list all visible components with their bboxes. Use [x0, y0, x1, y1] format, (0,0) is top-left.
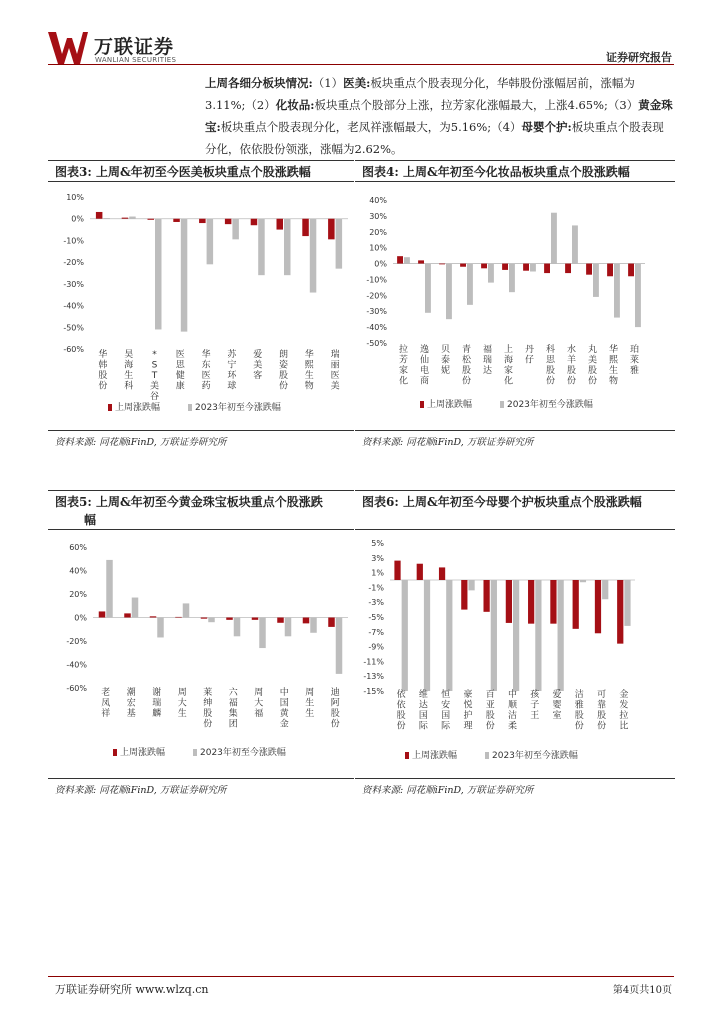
y-tick-label: -40%	[63, 301, 84, 311]
category-label: 潮宏基	[126, 688, 136, 719]
category-label: 百亚股份	[485, 690, 495, 732]
bar-ytd	[106, 560, 113, 618]
bar-ytd	[183, 603, 190, 617]
bar-ytd	[258, 219, 265, 275]
bar-last-week	[481, 264, 487, 269]
fig5-source: 资料来源: 同花顺iFinD, 万联证券研究所	[55, 785, 227, 796]
bar-last-week	[528, 580, 534, 624]
category-label: * S T 美谷	[149, 350, 160, 402]
category-label: 华熙生物	[304, 350, 314, 392]
category-label: 莱绅股份	[203, 688, 213, 730]
legend-label-ytd: 2023年初至今涨跌幅	[200, 748, 286, 758]
category-label: 洁雅股份	[574, 690, 584, 732]
y-tick-label: -60%	[66, 684, 87, 693]
legend-label-ytd: 2023年初至今涨跌幅	[492, 751, 578, 761]
logo-w-icon	[48, 30, 88, 66]
fig5-title-rule	[48, 529, 354, 530]
legend-label-ytd: 2023年初至今涨跌幅	[195, 403, 281, 413]
bar-last-week	[565, 264, 571, 274]
para-lead: 上周各细分板块情况:	[205, 76, 313, 90]
y-tick-label: -15%	[363, 687, 384, 696]
bar-ytd	[446, 264, 452, 320]
category-label: 科思股份	[545, 345, 556, 387]
category-label: 中国黄金	[279, 688, 289, 730]
bar-last-week	[201, 618, 208, 619]
para-p4-text: 板块重点个股表现分化，依依股份领涨，涨幅为2.62%。	[205, 120, 664, 156]
y-tick-label: -60%	[63, 345, 84, 354]
legend-label-last-week: 上周涨跌幅	[115, 403, 161, 413]
category-label: 六福集团	[228, 688, 238, 730]
bar-last-week	[595, 580, 601, 633]
category-label: 爱婴室	[552, 690, 562, 721]
footer-org: 万联证券研究所 www.wlzq.cn	[55, 983, 209, 996]
y-tick-label: -50%	[63, 323, 84, 333]
bar-ytd	[509, 264, 515, 293]
fig6-source: 资料来源: 同花顺iFinD, 万联证券研究所	[362, 785, 534, 796]
bar-ytd	[624, 580, 630, 626]
legend-label-last-week: 上周涨跌幅	[412, 751, 458, 761]
para-p2-num: （2）	[245, 98, 276, 112]
bar-last-week	[502, 264, 508, 270]
bar-last-week	[277, 618, 284, 623]
legend-label-last-week: 上周涨跌幅	[427, 400, 473, 410]
category-label: 医思健康	[175, 350, 185, 392]
y-tick-label: -20%	[63, 258, 84, 268]
legend-swatch-ytd	[193, 749, 197, 756]
category-label: 昊海生科	[124, 350, 134, 392]
bar-last-week	[586, 264, 592, 275]
bar-ytd	[467, 264, 473, 305]
bar-ytd	[336, 618, 343, 674]
bar-ytd	[593, 264, 599, 297]
bar-ytd	[580, 580, 586, 582]
y-tick-label: -10%	[366, 275, 387, 285]
para-p3-num: （3）	[607, 98, 639, 112]
bar-ytd	[181, 219, 188, 332]
summary-paragraph	[205, 72, 673, 160]
bar-ytd	[602, 580, 608, 599]
y-tick-label: -1%	[368, 583, 384, 593]
bar-ytd	[208, 618, 215, 623]
category-label: 拉芳家化	[398, 345, 409, 387]
y-tick-label: 10%	[66, 193, 84, 202]
bar-last-week	[251, 219, 258, 226]
bar-last-week	[506, 580, 512, 623]
bar-ytd	[103, 218, 110, 219]
category-label: 青松股份	[461, 345, 472, 387]
bar-ytd	[404, 257, 410, 263]
bar-ytd	[468, 580, 474, 590]
bar-ytd	[259, 618, 266, 649]
y-tick-label: 1%	[371, 568, 384, 578]
bar-last-week	[122, 218, 129, 219]
y-tick-label: -20%	[366, 291, 387, 301]
bar-ytd	[157, 618, 164, 638]
bar-last-week	[328, 618, 335, 627]
para-p2-head: 化妆品:	[275, 98, 315, 112]
bar-ytd	[491, 580, 497, 691]
bar-ytd	[132, 598, 139, 618]
legend-swatch-ytd	[500, 401, 504, 408]
fig3-source: 资料来源: 同花顺iFinD, 万联证券研究所	[55, 437, 227, 448]
bar-last-week	[544, 264, 550, 274]
y-tick-label: -7%	[368, 627, 384, 637]
bar-ytd	[402, 580, 408, 691]
bar-last-week	[175, 617, 182, 618]
bar-ytd	[285, 618, 292, 637]
legend-swatch-ytd	[188, 404, 192, 411]
bar-ytd	[155, 219, 162, 330]
bar-last-week	[460, 264, 466, 267]
category-label: 迪阿股份	[330, 688, 340, 730]
bar-last-week	[573, 580, 579, 629]
category-label: 爱美客	[253, 350, 263, 381]
y-tick-label: -5%	[368, 613, 384, 622]
y-tick-label: 0%	[74, 613, 87, 623]
bar-last-week	[617, 580, 623, 644]
report-type: 证券研究报告	[606, 51, 672, 64]
bar-last-week	[550, 580, 556, 624]
bar-last-week	[199, 219, 206, 223]
bar-last-week	[150, 616, 157, 617]
bar-last-week	[397, 256, 403, 263]
y-tick-label: -30%	[63, 279, 84, 289]
bar-ytd	[635, 264, 641, 328]
category-label: 可靠股份	[597, 690, 607, 732]
bar-last-week	[417, 564, 423, 580]
y-tick-label: 20%	[369, 227, 387, 237]
y-tick-label: 10%	[369, 243, 387, 253]
category-label: 老凤祥	[101, 688, 111, 719]
bar-last-week	[277, 219, 284, 230]
y-tick-label: 60%	[69, 543, 87, 552]
fig3-chart	[48, 185, 354, 420]
fig4-bottom-rule	[355, 430, 675, 431]
bar-ytd	[488, 264, 494, 283]
bar-last-week	[607, 264, 613, 277]
logo-cn-text: 万联证券	[94, 36, 175, 58]
fig4-top-rule	[355, 160, 675, 161]
logo-en-text: WANLIAN SECURITIES	[95, 56, 177, 64]
bar-last-week	[418, 260, 424, 263]
fig6-title: 图表6: 上周&年初至今母婴个护板块重点个股涨跌幅	[362, 495, 642, 509]
legend-swatch-last-week	[108, 404, 112, 411]
para-p4-num: （4）	[491, 120, 522, 134]
category-label: 水羊股份	[566, 345, 577, 387]
fig3-bottom-rule	[48, 430, 354, 431]
fig4-title-rule	[355, 181, 675, 182]
para-p4-head: 母婴个护:	[521, 120, 572, 134]
bar-last-week	[461, 580, 467, 610]
bar-ytd	[129, 217, 136, 219]
legend-label-ytd: 2023年初至今涨跌幅	[507, 400, 593, 410]
bar-ytd	[207, 219, 214, 265]
fig5-chart	[48, 533, 354, 769]
legend-swatch-last-week	[405, 752, 409, 759]
fig5-title-line2: 幅	[84, 513, 97, 527]
y-tick-label: -40%	[366, 323, 387, 333]
bar-last-week	[96, 212, 103, 219]
fig4-source: 资料来源: 同花顺iFinD, 万联证券研究所	[362, 437, 534, 448]
bar-last-week	[124, 613, 131, 617]
bar-ytd	[336, 219, 343, 269]
fig3-title-rule	[48, 181, 354, 182]
y-tick-label: -30%	[366, 307, 387, 317]
category-label: 逸仙电商	[419, 345, 430, 387]
category-label: 贝泰妮	[440, 345, 451, 376]
y-tick-label: -3%	[368, 598, 384, 608]
category-label: 丹仔	[524, 345, 535, 366]
category-label: 谢瑞麟	[152, 688, 162, 719]
fig6-top-rule	[355, 490, 675, 491]
category-label: 豪悦护理	[463, 690, 473, 732]
fig6-chart	[355, 533, 675, 769]
y-tick-label: 0%	[71, 214, 84, 224]
category-label: 上海家化	[503, 345, 514, 387]
bar-ytd	[284, 219, 291, 275]
category-label: 周大福	[254, 688, 264, 719]
fig4-chart	[355, 185, 675, 420]
fig5-bottom-rule	[48, 778, 354, 779]
category-label: 瑞丽医美	[330, 350, 340, 392]
legend-swatch-ytd	[485, 752, 489, 759]
bar-ytd	[558, 580, 564, 691]
bar-last-week	[394, 561, 400, 580]
bar-last-week	[148, 219, 155, 220]
bar-ytd	[424, 580, 430, 691]
category-label: 丸美股份	[587, 345, 598, 387]
y-tick-label: -40%	[66, 660, 87, 670]
bar-last-week	[226, 618, 233, 620]
category-label: 恒安国际	[441, 690, 451, 732]
bar-last-week	[303, 618, 310, 624]
bar-ytd	[572, 225, 578, 263]
y-tick-label: -10%	[63, 236, 84, 246]
y-tick-label: 0%	[374, 259, 387, 269]
bar-last-week	[225, 219, 232, 224]
bar-ytd	[614, 264, 620, 318]
footer-divider	[48, 976, 674, 977]
bar-ytd	[234, 618, 241, 637]
bar-last-week	[439, 567, 445, 580]
fig4-title: 图表4: 上周&年初至今化妆品板块重点个股涨跌幅	[362, 165, 630, 179]
category-label: 周大生	[177, 688, 187, 719]
fig3-top-rule	[48, 160, 354, 161]
bar-last-week	[302, 219, 309, 236]
category-label: 维达国际	[418, 690, 428, 732]
bar-last-week	[252, 618, 259, 620]
bar-ytd	[310, 219, 317, 293]
category-label: 依依股份	[396, 690, 406, 732]
bar-ytd	[530, 264, 536, 272]
para-p1-head: 医美:	[343, 76, 371, 90]
legend-swatch-last-week	[113, 749, 117, 756]
header-divider	[48, 64, 674, 65]
bar-ytd	[446, 580, 452, 691]
para-p3-text: 板块重点个股表现分化，老凤祥涨幅最大，为5.16%;	[220, 120, 492, 134]
bar-ytd	[232, 219, 239, 240]
bar-last-week	[439, 264, 445, 265]
y-tick-label: 40%	[369, 196, 387, 205]
fig5-top-rule	[48, 490, 354, 491]
category-label: 华东医药	[201, 350, 211, 392]
fig6-bottom-rule	[355, 778, 675, 779]
y-tick-label: 20%	[69, 590, 87, 599]
fig3-title: 图表3: 上周&年初至今医美板块重点个股涨跌幅	[55, 165, 311, 179]
category-label: 珀莱雅	[629, 345, 640, 376]
category-label: 朗姿股份	[278, 350, 289, 392]
y-tick-label: 40%	[69, 566, 87, 576]
y-tick-label: -13%	[363, 672, 384, 682]
legend-swatch-last-week	[420, 401, 424, 408]
bar-ytd	[310, 618, 317, 633]
category-label: 金发拉比	[619, 690, 629, 732]
page-number: 第4页共10页	[612, 985, 672, 996]
para-p1-text: 板块重点个股表现分化，华韩股份涨幅居前，涨幅为3.11%;	[205, 76, 635, 112]
y-tick-label: 3%	[371, 553, 384, 563]
category-label: 苏宁环球	[227, 350, 237, 392]
bar-ytd	[425, 264, 431, 313]
category-label: 周生生	[305, 688, 315, 719]
category-label: 孩子王	[530, 690, 540, 721]
y-tick-label: -20%	[66, 637, 87, 646]
category-label: 中顺洁柔	[507, 690, 518, 732]
category-label: 华熙生物	[608, 345, 619, 387]
y-tick-label: -9%	[368, 642, 384, 652]
y-tick-label: 5%	[371, 539, 384, 548]
y-tick-label: -11%	[363, 657, 384, 667]
y-tick-label: 30%	[369, 211, 387, 221]
bar-ytd	[535, 580, 541, 691]
fig6-title-rule	[355, 529, 675, 530]
category-label: 福瑞达	[482, 345, 493, 376]
fig5-title: 图表5: 上周&年初至今黄金珠宝板块重点个股涨跌	[55, 495, 323, 509]
y-tick-label: -50%	[366, 339, 387, 348]
bar-last-week	[328, 219, 335, 240]
para-p3-head: 黄金珠宝:	[205, 98, 673, 134]
bar-last-week	[523, 264, 529, 271]
bar-last-week	[483, 580, 489, 612]
bar-last-week	[173, 219, 180, 222]
bar-last-week	[99, 611, 106, 617]
bar-ytd	[551, 213, 557, 264]
bar-last-week	[628, 264, 634, 277]
para-p2-text: 板块重点个股部分上涨，拉芳家化涨幅最大，上涨4.65%;	[314, 98, 608, 112]
category-label: 华韩股份	[98, 350, 108, 392]
legend-label-last-week: 上周涨跌幅	[120, 748, 166, 758]
bar-ytd	[513, 580, 519, 691]
para-p1-num: （1）	[312, 76, 344, 90]
